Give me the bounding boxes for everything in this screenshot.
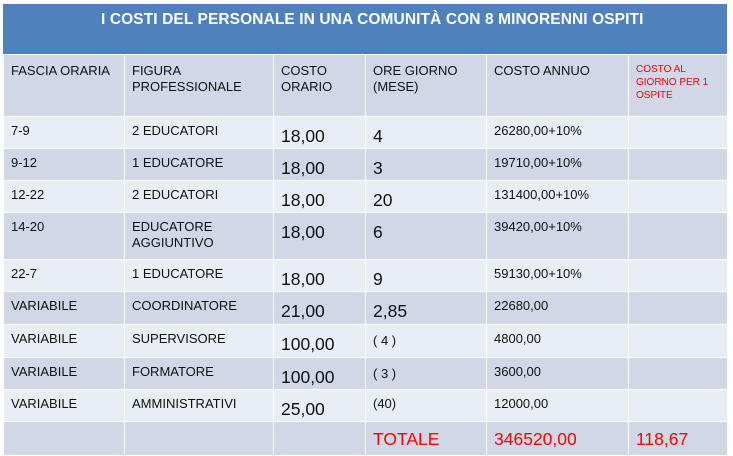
- cell-figura: FORMATORE: [125, 358, 274, 390]
- table-row: [4, 149, 728, 181]
- table-row: [4, 181, 728, 213]
- cell-fascia: 9-12: [4, 149, 125, 181]
- cell-ore: 2,85: [366, 292, 487, 325]
- cost-slide: [3, 4, 727, 453]
- cell-costo-orario: 25,00: [274, 390, 366, 422]
- cell-costo-giorno: [629, 181, 728, 213]
- header-figura-professionale: FIGURA PROFESSIONALE: [125, 55, 274, 117]
- cell-costo-annuo: 26280,00+10%: [487, 117, 629, 149]
- header-fascia-oraria: FASCIA ORARIA: [4, 55, 125, 117]
- cell-costo-giorno: [629, 260, 728, 292]
- cell-figura: SUPERVISORE: [125, 325, 274, 358]
- cell-ore: 4: [366, 117, 487, 149]
- header-costo-orario: COSTO ORARIO: [274, 55, 366, 117]
- cell-fascia: 12-22: [4, 181, 125, 213]
- cell-figura: EDUCATORE AGGIUNTIVO: [125, 213, 274, 260]
- cell-ore: (40): [366, 390, 487, 422]
- totale-label: TOTALE: [366, 422, 487, 456]
- cell-costo-giorno: [629, 149, 728, 181]
- cell-ore: 3: [366, 149, 487, 181]
- cell-costo-giorno: [629, 292, 728, 325]
- cell-fascia: 7-9: [4, 117, 125, 149]
- cell-costo-giorno: [629, 325, 728, 358]
- slide-title: I COSTI DEL PERSONALE IN UNA COMUNITÀ CON 8 MINORENNI OSPITI: [3, 4, 727, 54]
- cell-costo-annuo: 59130,00+10%: [487, 260, 629, 292]
- cell-costo-orario: 18,00: [274, 213, 366, 260]
- table-row: [4, 117, 728, 149]
- cell-costo-orario: 21,00: [274, 292, 366, 325]
- cell-empty: [125, 422, 274, 456]
- table-row: [4, 325, 728, 358]
- cell-costo-orario: 100,00: [274, 358, 366, 390]
- table-row: [4, 292, 728, 325]
- totale-costo-annuo: 346520,00: [487, 422, 629, 456]
- cell-figura: AMMINISTRATIVI: [125, 390, 274, 422]
- cell-costo-giorno: [629, 117, 728, 149]
- cell-fascia: VARIABILE: [4, 390, 125, 422]
- cell-figura: 2 EDUCATORI: [125, 117, 274, 149]
- cell-costo-orario: 100,00: [274, 325, 366, 358]
- cell-ore: 20: [366, 181, 487, 213]
- cell-fascia: VARIABILE: [4, 325, 125, 358]
- cell-costo-orario: 18,00: [274, 149, 366, 181]
- table-header-row: [4, 55, 728, 117]
- cell-ore: ( 3 ): [366, 358, 487, 390]
- table-row: [4, 213, 728, 260]
- cell-costo-giorno: [629, 390, 728, 422]
- header-costo-annuo: COSTO ANNUO: [487, 55, 629, 117]
- cell-costo-annuo: 131400,00+10%: [487, 181, 629, 213]
- cost-table: [3, 54, 728, 456]
- totale-costo-giorno: 118,67: [629, 422, 728, 456]
- cell-costo-orario: 18,00: [274, 117, 366, 149]
- table-row: [4, 390, 728, 422]
- cell-costo-orario: 18,00: [274, 260, 366, 292]
- cell-costo-orario: 18,00: [274, 181, 366, 213]
- cell-ore: 9: [366, 260, 487, 292]
- cell-figura: 1 EDUCATORE: [125, 260, 274, 292]
- cell-figura: 2 EDUCATORI: [125, 181, 274, 213]
- cell-fascia: VARIABILE: [4, 358, 125, 390]
- cell-costo-annuo: 22680,00: [487, 292, 629, 325]
- cell-ore: 6: [366, 213, 487, 260]
- table-row: [4, 260, 728, 292]
- cell-figura: COORDINATORE: [125, 292, 274, 325]
- cell-costo-annuo: 19710,00+10%: [487, 149, 629, 181]
- cell-costo-giorno: [629, 213, 728, 260]
- cell-ore: ( 4 ): [366, 325, 487, 358]
- cell-empty: [274, 422, 366, 456]
- cell-fascia: 22-7: [4, 260, 125, 292]
- cell-costo-annuo: 4800,00: [487, 325, 629, 358]
- cell-costo-annuo: 12000,00: [487, 390, 629, 422]
- cell-costo-annuo: 3600,00: [487, 358, 629, 390]
- cell-fascia: VARIABILE: [4, 292, 125, 325]
- cell-figura: 1 EDUCATORE: [125, 149, 274, 181]
- header-costo-giorno-ospite: COSTO AL GIORNO PER 1 OSPITE: [629, 55, 728, 117]
- cell-fascia: 14-20: [4, 213, 125, 260]
- header-ore-giorno: ORE GIORNO (MESE): [366, 55, 487, 117]
- table-row: [4, 358, 728, 390]
- totals-row: [4, 422, 728, 456]
- cell-empty: [4, 422, 125, 456]
- cell-costo-giorno: [629, 358, 728, 390]
- cell-costo-annuo: 39420,00+10%: [487, 213, 629, 260]
